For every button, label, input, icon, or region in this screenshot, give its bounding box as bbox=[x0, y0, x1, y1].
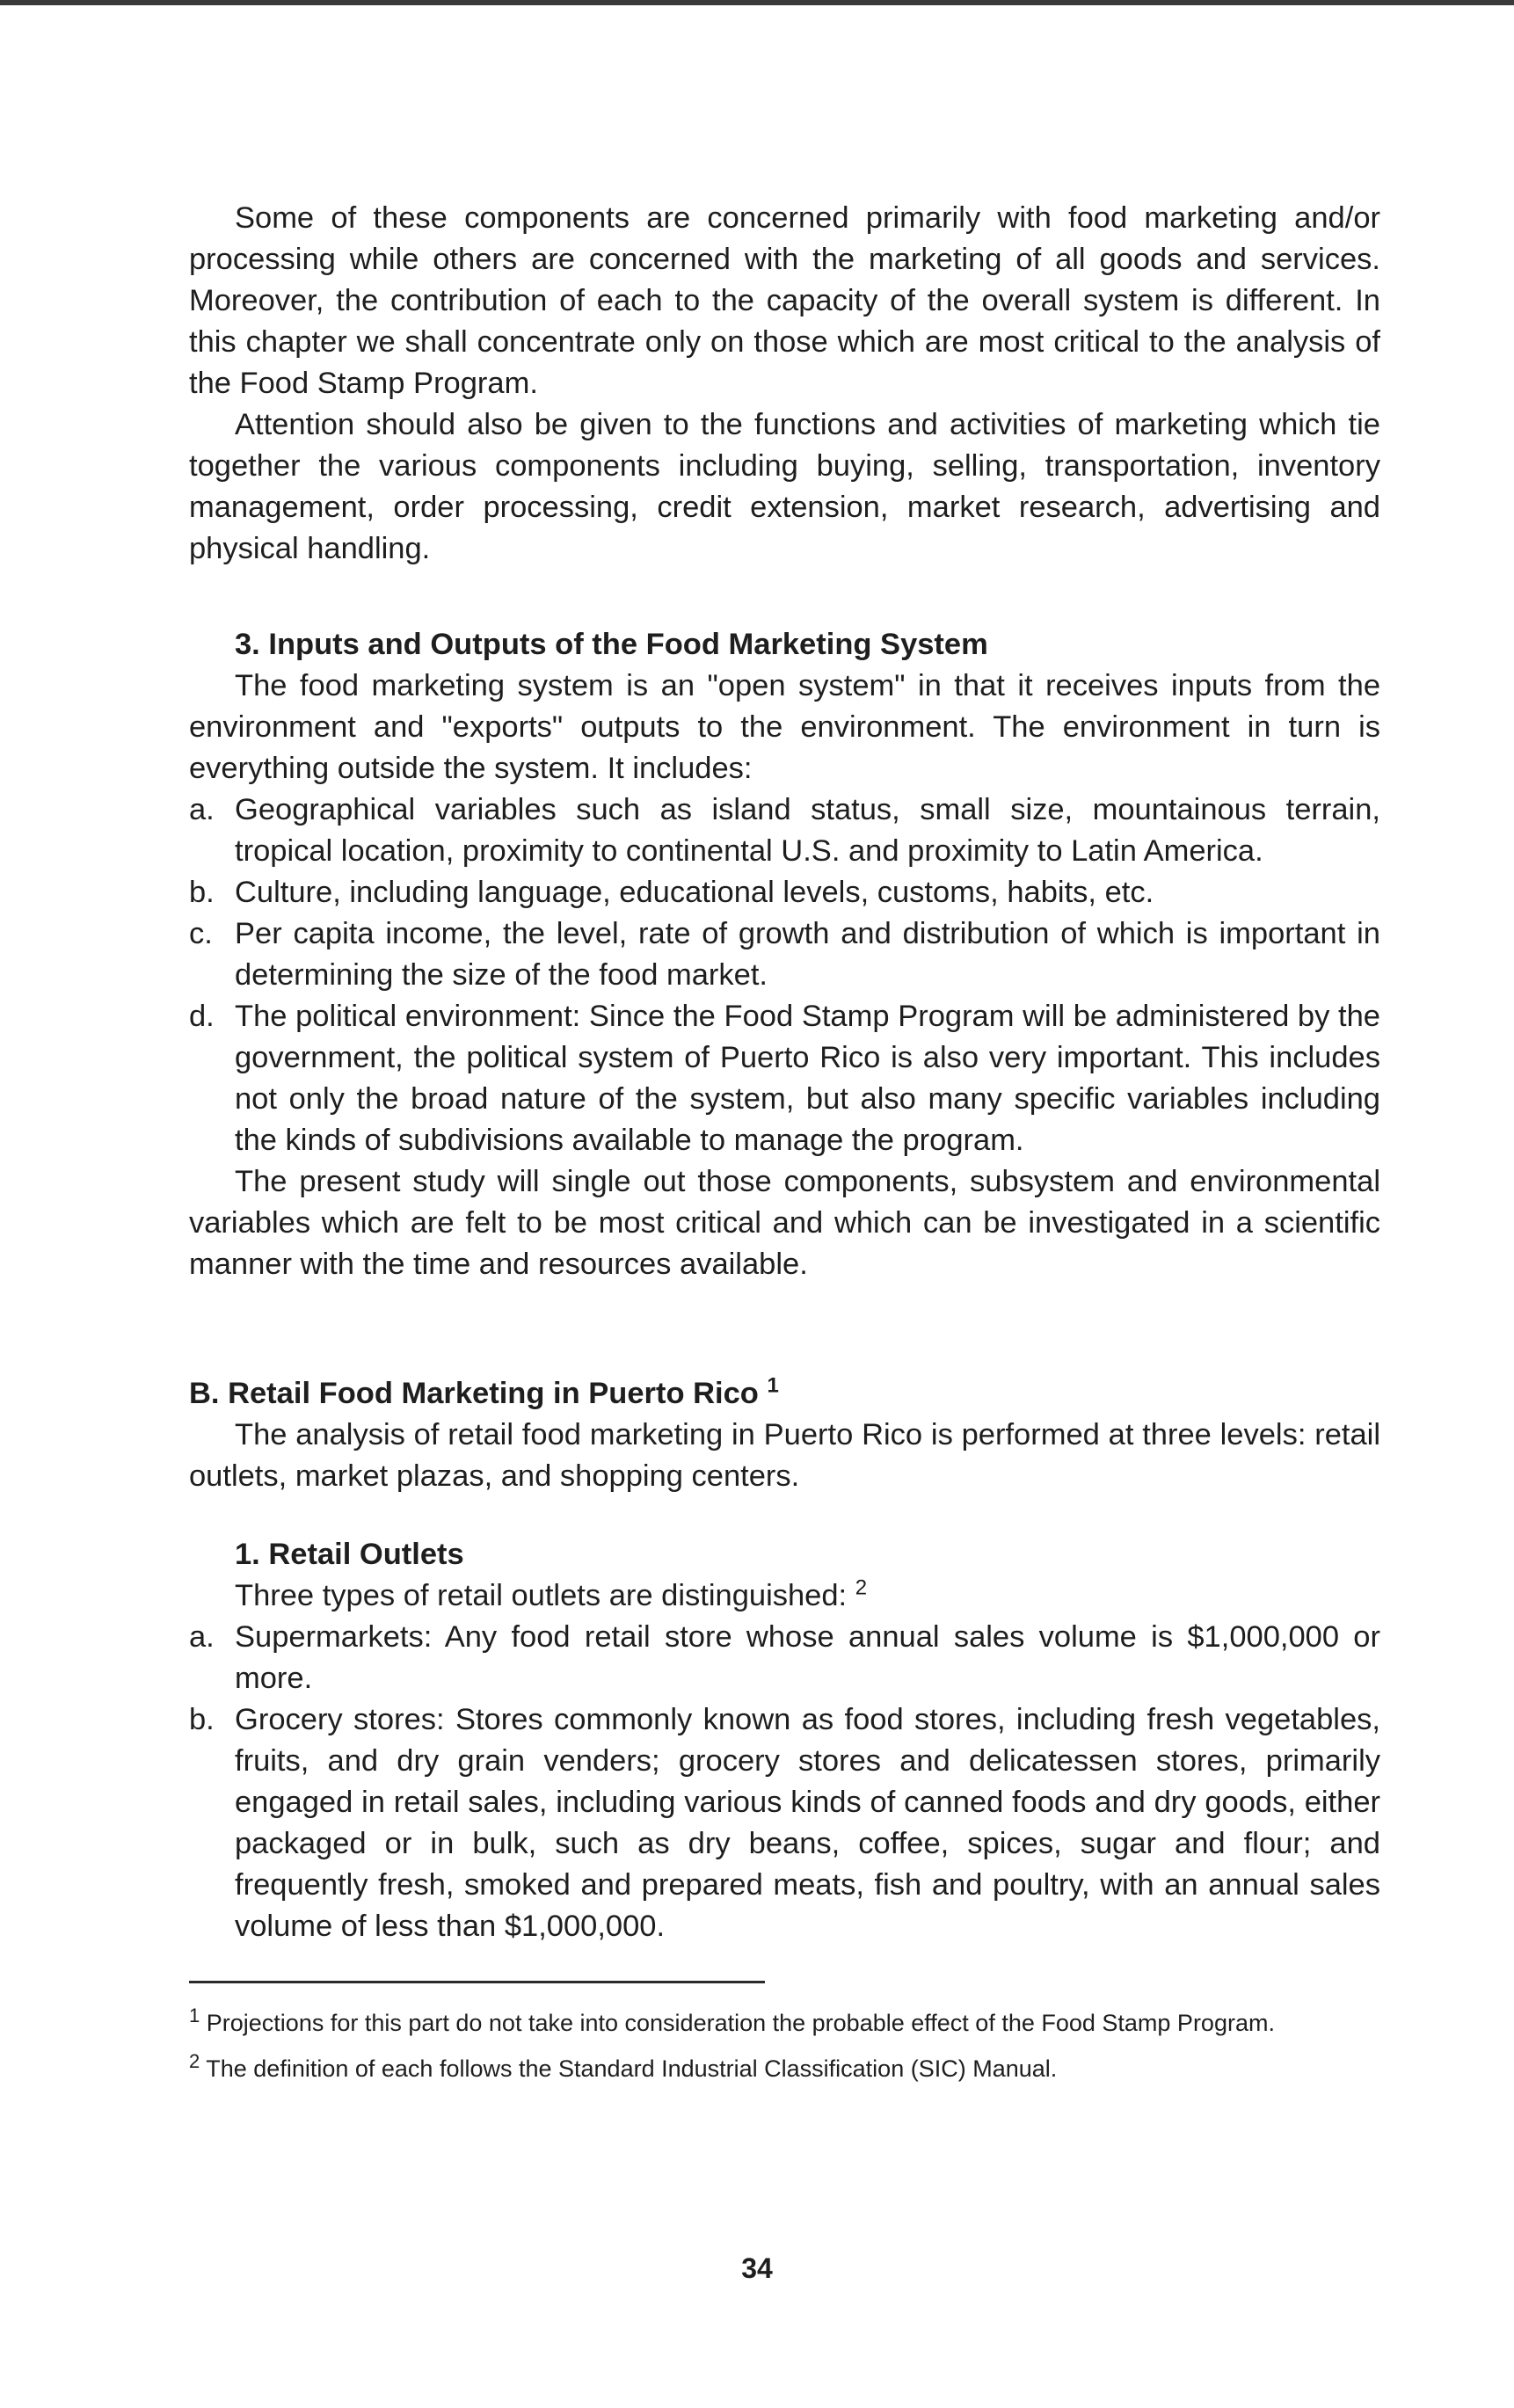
top-edge-rule bbox=[0, 0, 1514, 5]
list-item-text: Grocery stores: Stores commonly known as food stores, including fresh vegetables, fruits, and dry grain venders; grocery stores and delicatessen stores, primarily engaged in retail sales, including various kinds of canned foods and dry goods, either packaged or in bulk, such as dry beans, coffee, spices, sugar and flour; and frequently fresh, smoked and prepared meats, fish and poultry, with an annual sales volume of less than $1,000,000. bbox=[235, 1703, 1380, 1943]
paragraph-functions: Attention should also be given to the functions and activities of marketing which tie together the various components including buying, selling, transportation, inventory management, order processing, credit extension, market research, advertising and physical handling. bbox=[189, 408, 1380, 565]
footnote-text: The definition of each follows the Standard Industrial Classification (SIC) Manual. bbox=[206, 2055, 1058, 2082]
list-item-b bbox=[189, 872, 1380, 913]
section-b-intro: The analysis of retail food marketing in Puerto Rico is performed at three levels: retail outlets, market plazas, and shopping centers. bbox=[189, 1418, 1380, 1493]
list-item-d bbox=[189, 996, 1380, 1161]
list-item-label: d. bbox=[189, 1000, 215, 1033]
section-3-closing: The present study will single out those components, subsystem and environmental variables which are felt to be most critical and which can be investigated in a scientific manner with the time and resources available. bbox=[189, 1165, 1380, 1281]
section-b-heading bbox=[189, 1373, 1380, 1415]
footnote-text: Projections for this part do not take into consideration the probable effect of the Food Stamp Program. bbox=[206, 2010, 1275, 2036]
footnote-2 bbox=[189, 2052, 1380, 2085]
list-item-text: Culture, including language, educational levels, customs, habits, etc. bbox=[235, 876, 1154, 909]
paragraph-components: Some of these components are concerned primarily with food marketing and/or processing while others are concerned with the marketing of all goods and services. Moreover, the contribution of each to the capacity of the overall system is different. In this chapter we shall concentrate only on those which are most critical to the analysis of the Food Stamp Program. bbox=[189, 201, 1380, 400]
subsection-1-heading: 1. Retail Outlets bbox=[235, 1538, 464, 1571]
footnote-ref-1: 1 bbox=[767, 1373, 779, 1398]
page-number: 34 bbox=[741, 2252, 773, 2284]
list-item-text: Per capita income, the level, rate of growth and distribution of which is important in determining the size of the food market. bbox=[235, 917, 1380, 992]
list-item-label: b. bbox=[189, 876, 215, 909]
list-item-text: Geographical variables such as island status, small size, mountainous terrain, tropical location, proximity to continental U.S. and proximity to Latin America. bbox=[235, 793, 1380, 868]
footnote-mark: 2 bbox=[189, 2050, 200, 2072]
footnote-1 bbox=[189, 2006, 1380, 2040]
list-item-c bbox=[189, 913, 1380, 996]
outlet-item-a bbox=[189, 1617, 1380, 1699]
section-b-heading-text: B. Retail Food Marketing in Puerto Rico bbox=[189, 1377, 759, 1410]
section-3-intro: The food marketing system is an "open system" in that it receives inputs from the environment and "exports" outputs to the environment. The environment in turn is everything outside the system. It includes: bbox=[189, 669, 1380, 785]
list-item-label: a. bbox=[189, 793, 215, 826]
list-item-label: c. bbox=[189, 917, 213, 950]
section-3-heading: 3. Inputs and Outputs of the Food Marketing System bbox=[235, 628, 988, 661]
footnote-ref-2: 2 bbox=[855, 1575, 868, 1600]
subsection-1-intro-text: Three types of retail outlets are distinguished: bbox=[235, 1579, 848, 1612]
list-item-label: b. bbox=[189, 1703, 215, 1736]
subsection-1-intro bbox=[189, 1575, 1380, 1617]
page-content bbox=[189, 198, 1380, 2085]
list-item-text: Supermarkets: Any food retail store whose annual sales volume is $1,000,000 or more. bbox=[235, 1620, 1380, 1695]
list-item-label: a. bbox=[189, 1620, 215, 1654]
list-item-text: The political environment: Since the Food Stamp Program will be administered by the government, the political system of Puerto Rico is also very important. This includes not only the broad nature of the system, but also many specific variables including the kinds of subdivisions available to manage the program. bbox=[235, 1000, 1380, 1157]
outlet-item-b bbox=[189, 1699, 1380, 1947]
list-item-a bbox=[189, 789, 1380, 872]
footnote-mark: 1 bbox=[189, 2004, 200, 2026]
